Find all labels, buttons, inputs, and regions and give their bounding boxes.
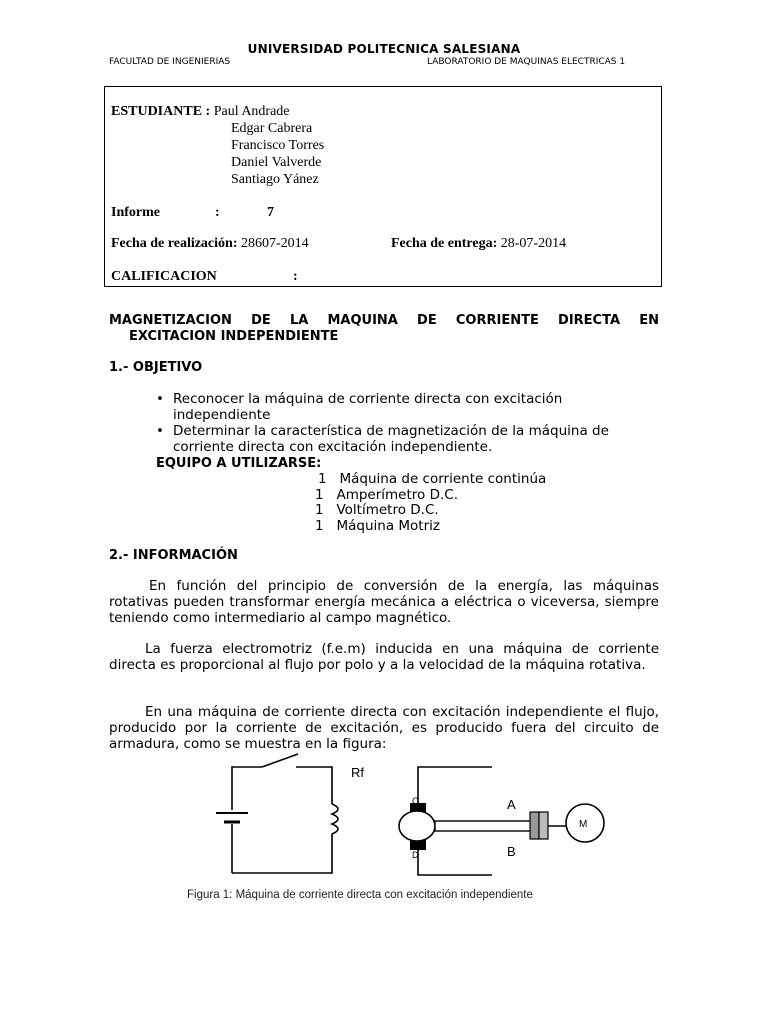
university-name: UNIVERSIDAD POLITECNICA SALESIANA [247, 42, 521, 56]
field-wire [232, 767, 262, 779]
date-done-value: 28607-2014 [241, 236, 309, 251]
grade-colon: : [293, 269, 298, 284]
label-a: A [507, 797, 516, 812]
date-due-label: Fecha de entrega: [391, 236, 498, 251]
title-word: CORRIENTE [455, 313, 539, 328]
lab-name: LABORATORIO DE MAQUINAS ELECTRICAS 1 [427, 57, 626, 67]
field-wire [232, 838, 332, 873]
equipment-name: Voltímetro D.C. [336, 502, 439, 518]
title-word: LA [289, 313, 309, 328]
title-word: EN [639, 313, 659, 328]
armature-icon [399, 811, 435, 841]
student-label: ESTUDIANTE [111, 104, 203, 119]
figure-caption: Figura 1: Máquina de corriente directa con excitación independiente [187, 889, 533, 901]
grade-label: CALIFICACION [111, 269, 217, 284]
equipment-heading: EQUIPO A UTILIZARSE: [156, 456, 322, 471]
objective-heading: 1.- OBJETIVO [109, 360, 203, 375]
paragraph-text: En función del principio de conversión de la energía, las máquinas rotativas pueden transformar energía mecánica a eléctrica o viceversa, siempre teniendo como intermediario al campo magnético. [109, 578, 659, 626]
equipment-qty: 1 [315, 518, 324, 534]
armature-wire [418, 767, 492, 808]
paragraph-text: En una máquina de corriente directa con excitación independiente el flujo, producido por la corriente de excitación, es producido fuera del circuito de armadura, como se muestra en la figura: [109, 704, 659, 752]
bullet-icon: • [156, 423, 164, 439]
information-heading: 2.- INFORMACIÓN [109, 548, 238, 563]
equipment-qty: 1 [315, 502, 324, 518]
shaft [435, 821, 531, 831]
report-value: 7 [267, 205, 274, 220]
field-coil-icon [332, 804, 338, 838]
equipment-name: Amperímetro D.C. [336, 487, 458, 503]
label-d: D [412, 850, 419, 860]
coupling-left [530, 812, 539, 839]
coupling-right [539, 812, 548, 839]
title-word: DE [251, 313, 271, 328]
title-word: DE [417, 313, 437, 328]
student-label-row: ESTUDIANTE : Paul Andrade [111, 104, 290, 119]
equipment-name: Máquina Motriz [336, 518, 440, 534]
student-name: Paul Andrade [213, 104, 290, 119]
equipment-qty: 1 [315, 487, 324, 503]
armature-wire [418, 850, 492, 875]
student-name: Francisco Torres [231, 138, 325, 153]
student-name: Edgar Cabrera [231, 121, 313, 136]
faculty-name: FACULTAD DE INGENIERIAS [109, 57, 231, 67]
label-c: C [412, 796, 419, 806]
student-name: Daniel Valverde [231, 155, 322, 170]
report-label: Informe [111, 205, 160, 220]
title-word: MAGNETIZACION [109, 313, 232, 328]
date-due-value: 28-07-2014 [500, 236, 567, 251]
paragraph-text: La fuerza electromotriz (f.e.m) inducida en una máquina de corriente directa es proporcional al flujo por polo y a la velocidad de la máquina rotativa. [109, 641, 659, 673]
label-rf: Rf [351, 765, 364, 780]
label-m: M [579, 819, 588, 830]
title-line-2: EXCITACION INDEPENDIENTE [129, 329, 339, 344]
equipment-qty: 1 [318, 471, 327, 487]
field-wire [296, 767, 332, 804]
bullet-icon: • [156, 391, 164, 407]
date-done-label: Fecha de realización: [111, 236, 238, 251]
label-b: B [507, 844, 516, 859]
student-name: Santiago Yánez [231, 172, 319, 187]
equipment-name: Máquina de corriente continúa [339, 471, 547, 487]
bullet-text: Reconocer la máquina de corriente directa con excitación independiente [173, 391, 563, 423]
title-word: MAQUINA [327, 313, 398, 328]
bullet-text: Determinar la característica de magnetización de la máquina de corriente directa con excitación independiente. [173, 423, 609, 455]
report-colon: : [215, 205, 220, 220]
switch-blade [262, 754, 298, 767]
title-word: DIRECTA [558, 313, 621, 328]
